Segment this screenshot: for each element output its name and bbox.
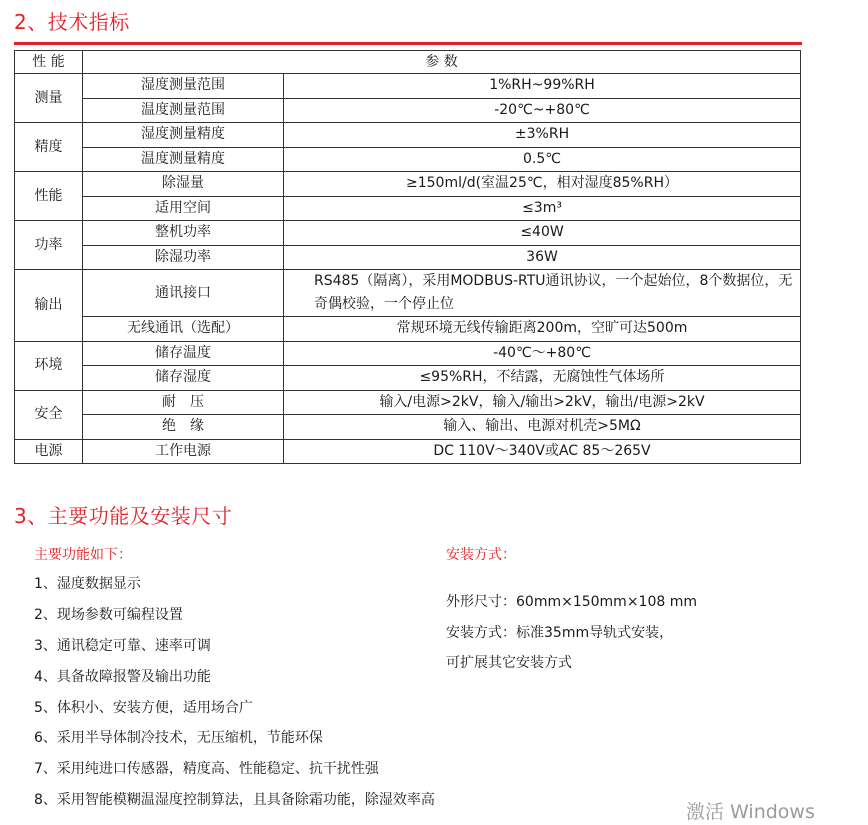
list-item: 3、通讯稳定可靠、速率可调: [34, 637, 211, 654]
list-item: 4、具备故障报警及输出功能: [34, 668, 211, 685]
table-row: [15, 196, 801, 221]
item-name: 温度测量范围: [83, 98, 284, 123]
item-value: RS485（隔离），采用MODBUS-RTU通讯协议，一个起始位，8个数据位，无奇偶校验，一个停止位: [284, 270, 801, 317]
section-2-title: 2、技术指标: [14, 10, 130, 34]
item-name: 除湿功率: [83, 245, 284, 270]
features-list: [34, 572, 435, 819]
item-value: 36W: [284, 245, 801, 270]
item-name: 适用空间: [83, 196, 284, 221]
features-subtitle: 主要功能如下：: [34, 547, 132, 563]
table-header-row: [15, 51, 801, 74]
list-item: 2、现场参数可编程设置: [34, 606, 183, 623]
list-item: 5、体积小、安装方便，适用场合广: [34, 699, 253, 716]
item-value: ≤3m³: [284, 196, 801, 221]
item-name: 温度测量精度: [83, 147, 284, 172]
group-cell: 测量: [15, 74, 83, 123]
table-row: [15, 317, 801, 342]
item-value: ≤95%RH，不结露，无腐蚀性气体场所: [284, 366, 801, 391]
table-row: [15, 221, 801, 246]
group-cell: 功率: [15, 221, 83, 270]
list-item: 6、采用半导体制冷技术，无压缩机，节能环保: [34, 730, 323, 747]
table-row: [15, 415, 801, 440]
table-row: [15, 366, 801, 391]
list-item: 7、采用纯进口传感器，精度高、性能稳定、抗干扰性强: [34, 761, 379, 778]
header-performance: 性 能: [15, 51, 83, 74]
item-value: DC 110V～340V或AC 85～265V: [284, 439, 801, 464]
list-item: 安装方式：标准35mm导轨式安装，: [446, 624, 674, 641]
table-row: [15, 123, 801, 148]
item-value: 输入/电源>2kV，输入/输出>2kV，输出/电源>2kV: [284, 390, 801, 415]
group-cell: 输出: [15, 270, 83, 342]
item-value: 输入、输出、电源对机壳>5MΩ: [284, 415, 801, 440]
item-name: 整机功率: [83, 221, 284, 246]
install-subtitle: 安装方式：: [446, 547, 516, 563]
table-row: [15, 172, 801, 197]
list-item: 可扩展其它安装方式: [446, 655, 572, 671]
install-list: [446, 590, 697, 682]
table-row: [15, 245, 801, 270]
list-item: 外形尺寸：60mm×150mm×108 mm: [446, 594, 697, 610]
item-name: 绝 缘: [83, 415, 284, 440]
table-row: [15, 270, 801, 317]
group-cell: 性能: [15, 172, 83, 221]
section-3-title: 3、主要功能及安装尺寸: [14, 504, 233, 528]
group-cell: 安全: [15, 390, 83, 439]
section-divider: [14, 42, 802, 45]
group-cell: 电源: [15, 439, 83, 464]
item-name: 通讯接口: [83, 270, 284, 317]
table-row: [15, 74, 801, 99]
item-value: -20℃~+80℃: [284, 98, 801, 123]
group-cell: 精度: [15, 123, 83, 172]
item-name: 湿度测量范围: [83, 74, 284, 99]
table-row: [15, 341, 801, 366]
item-value: 0.5℃: [284, 147, 801, 172]
table-row: [15, 439, 801, 464]
windows-activation-watermark: 激活 Windows: [686, 801, 815, 823]
item-value: ≤40W: [284, 221, 801, 246]
table-row: [15, 390, 801, 415]
item-value: 常规环境无线传输距离200m，空旷可达500m: [284, 317, 801, 342]
item-name: 无线通讯（选配）: [83, 317, 284, 342]
list-item: 1、湿度数据显示: [34, 576, 141, 592]
item-name: 储存湿度: [83, 366, 284, 391]
table-row: [15, 98, 801, 123]
header-parameters: 参 数: [83, 51, 801, 74]
spec-table: [14, 50, 801, 464]
list-item: 8、采用智能模糊温湿度控制算法，且具备除霜功能，除湿效率高: [34, 792, 435, 809]
item-value: 1%RH~99%RH: [284, 74, 801, 99]
item-value: -40℃～+80℃: [284, 341, 801, 366]
item-name: 湿度测量精度: [83, 123, 284, 148]
table-row: [15, 147, 801, 172]
item-name: 耐 压: [83, 390, 284, 415]
item-value: ≥150ml/d(室温25℃，相对湿度85%RH）: [284, 172, 801, 197]
group-cell: 环境: [15, 341, 83, 390]
item-name: 工作电源: [83, 439, 284, 464]
item-name: 除湿量: [83, 172, 284, 197]
item-name: 储存温度: [83, 341, 284, 366]
item-value: ±3%RH: [284, 123, 801, 148]
